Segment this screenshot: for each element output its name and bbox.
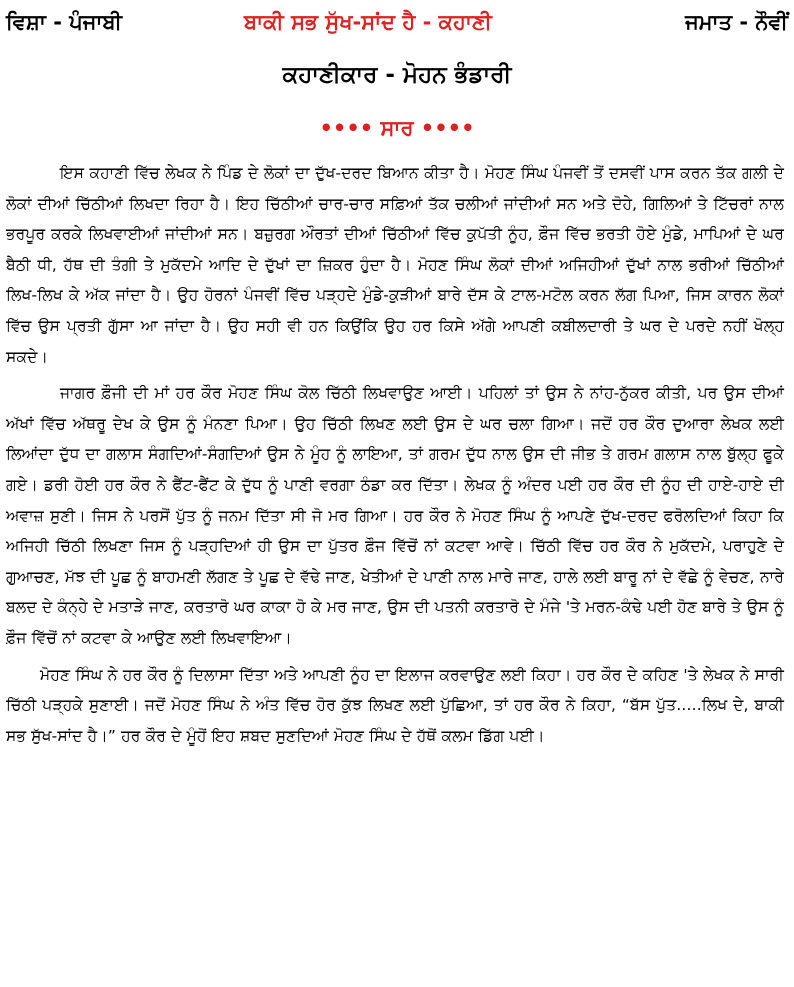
paragraph: ਇਸ ਕਹਾਣੀ ਵਿੱਚ ਲੇਖਕ ਨੇ ਪਿੰਡ ਦੇ ਲੋਕਾਂ ਦਾ ਦੁੱਖ-ਦਰਦ ਬਿਆਨ ਕੀਤਾ ਹੈ। ਮੋਹਣ ਸਿੰਘ ਪੰਜਵੀਂ ਤੋਂ ਦਸਵੀਂ ਪਾਸ ਕਰਨ ਤੱਕ ਗਲੀ ਦੇ ਲੋਕਾਂ ਦੀਆਂ ਚਿੱਠੀਆਂ ਲਿਖਦਾ ਰਿਹਾ ਹੈ। ਇਹ ਚਿੱਠੀਆਂ ਚਾਰ-ਚਾਰ ਸਫ਼ਿਆਂ ਤੱਕ ਚਲੀਆਂ ਜਾਂਦੀਆਂ ਸਨ ਅਤੇ ਦੋਹੇ, ਗਿਲਿਆਂ ਤੇ ਟਿੱਚਰਾਂ ਨਾਲ ਭਰਪੂਰ ਕਰਕੇ ਲਿਖਵਾਈਆਂ ਜਾਂਦੀਆਂ ਸਨ। ਬਜ਼ੁਰਗ ਔਰਤਾਂ ਦੀਆਂ ਚਿੱਠੀਆਂ ਵਿੱਚ ਕੁਪੱਤੀ ਨੂੰਹ, ਫ਼ੌਜ ਵਿੱਚ ਭਰਤੀ ਹੋਏ ਮੁੰਡੇ, ਮਾਪਿਆਂ ਦੇ ਘਰ ਬੈਠੀ ਧੀ, ਹੱਥ ਦੀ ਤੰਗੀ ਤੇ ਮੁਕੱਦਮੇ ਆਦਿ ਦੇ ਦੁੱਖਾਂ ਦਾ ਜ਼ਿਕਰ ਹੁੰਦਾ ਹੈ। ਮੋਹਣ ਸਿੰਘ ਲੋਕਾਂ ਦੀਆਂ ਅਜਿਹੀਆਂ ਦੁੱਖਾਂ ਨਾਲ ਭਰੀਆਂ ਚਿੱਠੀਆਂ ਲਿਖ-ਲਿਖ ਕੇ ਅੱਕ ਜਾਂਦਾ ਹੈ। ਉਹ ਹੋਰਨਾਂ ਪੰਜਵੀਂ ਵਿੱਚ ਪੜ੍ਹਦੇ ਮੁੰਡੇ-ਕੁੜੀਆਂ ਬਾਰੇ ਦੱਸ ਕੇ ਟਾਲ-ਮਟੋਲ ਕਰਨ ਲੱਗ ਪਿਆ, ਜਿਸ ਕਾਰਨ ਲੋਕਾਂ ਵਿੱਚ ਉਸ ਪ੍ਰਤੀ ਗੁੱਸਾ ਆ ਜਾਂਦਾ ਹੈ। ਉਹ ਸਹੀ ਵੀ ਹਨ ਕਿਉਂਕਿ ਉਹ ਹਰ ਕਿਸੇ ਅੱਗੇ ਆਪਣੀ ਕਬੀਲਦਾਰੀ ਤੇ ਘਰ ਦੇ ਪਰਦੇ ਨਹੀਂ ਖੋਲ੍ਹ ਸਕਦੇ। <box>6 164 784 366</box>
paragraph: ਮੋਹਣ ਸਿੰਘ ਨੇ ਹਰ ਕੌਰ ਨੂੰ ਦਿਲਾਸਾ ਦਿੱਤਾ ਅਤੇ ਆਪਣੀ ਨੂੰਹ ਦਾ ਇਲਾਜ ਕਰਵਾਉਣ ਲਈ ਕਿਹਾ। ਹਰ ਕੌਰ ਦੇ ਕਹਿਣ 'ਤੇ ਲੇਖਕ ਨੇ ਸਾਰੀ ਚਿੱਠੀ ਪੜ੍ਹਕੇ ਸੁਣਾਈ। ਜਦੋਂ ਮੋਹਣ ਸਿੰਘ ਨੇ ਅੰਤ ਵਿੱਚ ਹੋਰ ਕੁੱਝ ਲਿਖਣ ਲਈ ਪੁੱਛਿਆ, ਤਾਂ ਹਰ ਕੌਰ ਨੇ ਕਿਹਾ, “ਬੱਸ ਪੁੱਤ.....ਲਿਖ ਦੇ, ਬਾਕੀ ਸਭ ਸੁੱਖ-ਸਾਂਦ ਹੈ।” ਹਰ ਕੌਰ ਦੇ ਮੂੰਹੋਂ ਇਹ ਸ਼ਬਦ ਸੁਣਦਿਆਂ ਮੋਹਣ ਸਿੰਘ ਦੇ ਹੱਥੋਂ ਕਲਮ ਡਿੱਗ ਪਈ। <box>6 665 784 745</box>
header-row <box>6 6 790 46</box>
paragraph: ਜਾਗਰ ਫ਼ੌਜੀ ਦੀ ਮਾਂ ਹਰ ਕੌਰ ਮੋਹਣ ਸਿੰਘ ਕੋਲ ਚਿੱਠੀ ਲਿਖਵਾਉਣ ਆਈ। ਪਹਿਲਾਂ ਤਾਂ ਉਸ ਨੇ ਨਾਂਹ-ਨੁੱਕਰ ਕੀਤੀ, ਪਰ ਉਸ ਦੀਆਂ ਅੱਖਾਂ ਵਿੱਚ ਅੱਥਰੂ ਦੇਖ ਕੇ ਉਸ ਨੂੰ ਮੰਨਣਾ ਪਿਆ। ਉਹ ਚਿੱਠੀ ਲਿਖਣ ਲਈ ਉਸ ਦੇ ਘਰ ਚਲਾ ਗਿਆ। ਜਦੋਂ ਹਰ ਕੌਰ ਦੁਆਰਾ ਲੇਖਕ ਲਈ ਲਿਆਂਦਾ ਦੁੱਧ ਦਾ ਗਲਾਸ ਸੰਗਦਿਆਂ-ਸੰਗਦਿਆਂ ਉਸ ਨੇ ਮੂੰਹ ਨੂੰ ਲਾਇਆ, ਤਾਂ ਗਰਮ ਦੁੱਧ ਨਾਲ ਉਸ ਦੀ ਜੀਭ ਤੇ ਗਰਮ ਗਲਾਸ ਨਾਲ ਬੁੱਲ੍ਹ ਫੂਕੇ ਗਏ। ਡਰੀ ਹੋਈ ਹਰ ਕੌਰ ਨੇ ਫੈਂਟ-ਫੈਂਟ ਕੇ ਦੁੱਧ ਨੂੰ ਪਾਣੀ ਵਰਗਾ ਠੰਡਾ ਕਰ ਦਿੱਤਾ। ਲੇਖਕ ਨੂੰ ਅੰਦਰ ਪਈ ਹਰ ਕੌਰ ਦੀ ਨੂੰਹ ਦੀ ਹਾਏ-ਹਾਏ ਦੀ ਅਵਾਜ਼ ਸੁਣੀ। ਜਿਸ ਨੇ ਪਰਸੋਂ ਪੁੱਤ ਨੂੰ ਜਨਮ ਦਿੱਤਾ ਸੀ ਜੋ ਮਰ ਗਿਆ। ਹਰ ਕੌਰ ਨੇ ਮੋਹਣ ਸਿੰਘ ਨੂੰ ਆਪਣੇ ਦੁੱਖ-ਦਰਦ ਫਰੋਲਦਿਆਂ ਕਿਹਾ ਕਿ ਅਜਿਹੀ ਚਿੱਠੀ ਲਿਖਣਾ ਜਿਸ ਨੂੰ ਪੜ੍ਹਦਿਆਂ ਹੀ ਉਸ ਦਾ ਪੁੱਤਰ ਫ਼ੌਜ ਵਿੱਚੋਂ ਨਾਂ ਕਟਵਾ ਆਵੇ। ਚਿੱਠੀ ਵਿੱਚ ਹਰ ਕੌਰ ਨੇ ਮੁਕੱਦਮੇ, ਪਰਾਹੁਣੇ ਦੇ ਗੁਆਚਣ, ਮੱਝ ਦੀ ਪੂਛ ਨੂੰ ਬਾਹਮਣੀ ਲੱਗਣ ਤੇ ਪੂਛ ਦੇ ਵੱਢੇ ਜਾਣ, ਖੇਤੀਆਂ ਦੇ ਪਾਣੀ ਨਾਲ ਮਾਰੇ ਜਾਣ, ਹਾਲੇ ਲਈ ਬਾਰੂ ਨਾਂ ਦੇ ਵੱਛੇ ਨੂੰ ਵੇਚਣ, ਨਾਰੇ ਬਲਦ ਦੇ ਕੰਨ੍ਹੇ ਦੇ ਮਤਾੜੇ ਜਾਣ, ਕਰਤਾਰੋ ਘਰ ਕਾਕਾ ਹੋ ਕੇ ਮਰ ਜਾਣ, ਉਸ ਦੀ ਪਤਨੀ ਕਰਤਾਰੋ ਦੇ ਮੰਜੇ 'ਤੇ ਮਰਨ-ਕੰਢੇ ਪਈ ਹੋਣ ਬਾਰੇ ਤੇ ਉਸ ਨੂੰ ਫ਼ੌਜ ਵਿੱਚੋਂ ਨਾਂ ਕਟਵਾ ਕੇ ਆਉਣ ਲਈ ਲਿਖਵਾਇਆ। <box>6 384 784 647</box>
subject-label: ਵਿਸ਼ਾ - ਪੰਜਾਬੀ <box>6 10 122 34</box>
summary-body <box>6 158 784 757</box>
class-label: ਜਮਾਤ - ਨੌਵੀਂ <box>685 10 788 34</box>
story-title: ਬਾਕੀ ਸਭ ਸੁੱਖ-ਸਾਂਦ ਹੈ - ਕਹਾਣੀ <box>244 10 492 34</box>
summary-heading: •••• ਸਾਰ •••• <box>319 116 475 140</box>
author-line: ਕਹਾਣੀਕਾਰ - ਮੋਹਨ ਭੰਡਾਰੀ <box>282 62 512 88</box>
